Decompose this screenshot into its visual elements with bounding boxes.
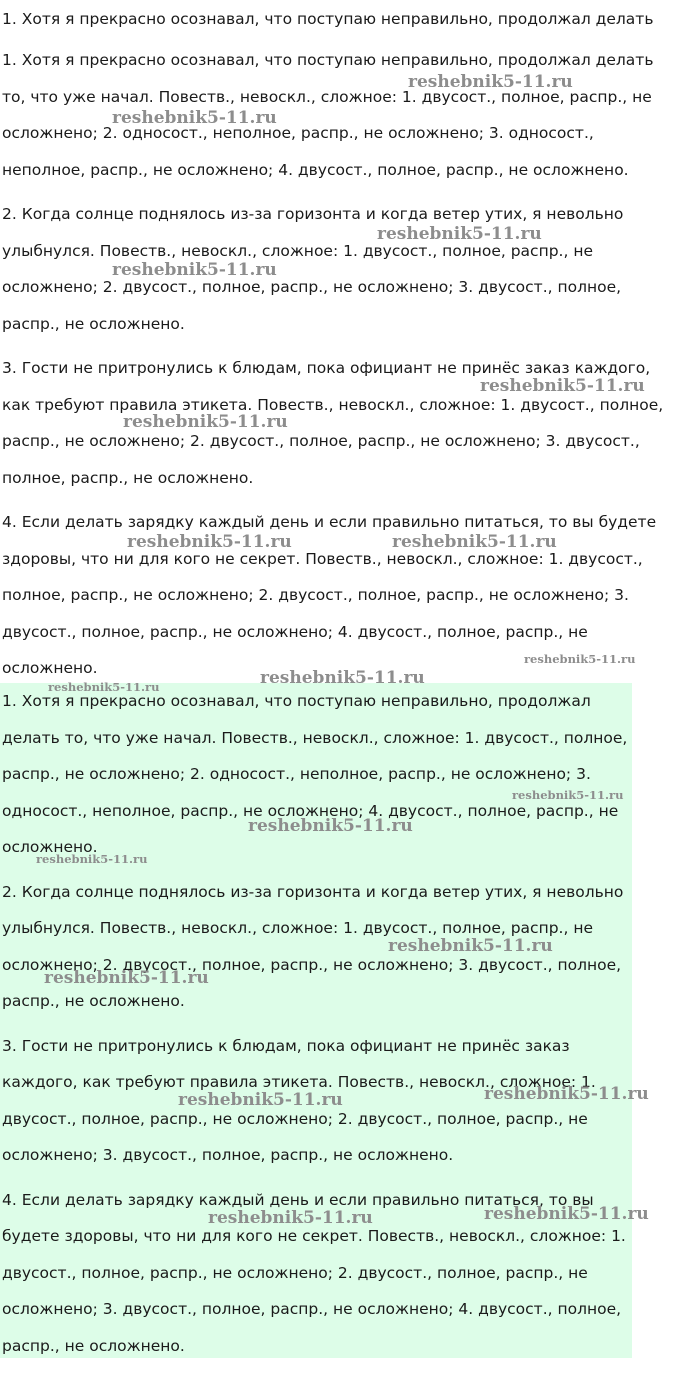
watermark: reshebnik5-11.ru — [392, 532, 557, 552]
answer-block — [0, 683, 632, 1358]
watermark: reshebnik5-11.ru — [127, 532, 292, 552]
watermark: reshebnik5-11.ru — [484, 1084, 649, 1104]
page-title: 1. Хотя я прекрасно осознавал, что поступаю неправильно, продолжал делать — [2, 10, 654, 28]
answer-sentence-2: 2. Когда солнце поднялось из-за горизонта и когда ветер утих, я невольно улыбнулся. Повеств., невоскл., сложное: 1. двусост., полное, распр., не осложнено; 2. двусост., полное, распр., не осложнено; 3. двусост., полное, распр., не осложнено. — [2, 882, 624, 1010]
watermark: reshebnik5-11.ru — [36, 852, 148, 866]
watermark: reshebnik5-11.ru — [484, 1204, 649, 1224]
sentence-1: 1. Хотя я прекрасно осознавал, что поступаю неправильно, продолжал делать то, что уже начал. Повеств., невоскл., сложное: 1. двусост., полное, распр., не осложнено; 2. односост., неполное, распр., не осложнено; 3. односост., неполное, распр., не осложнено; 4. двусост., полное, распр., не осложнено. — [2, 51, 654, 179]
watermark: reshebnik5-11.ru — [260, 668, 425, 688]
watermark: reshebnik5-11.ru — [48, 680, 160, 694]
sentence-4: 4. Если делать зарядку каждый день и если правильно питаться, то вы будете здоровы, что ни для кого не секрет. Повеств., невоскл., сложное: 1. двусост., полное, распр., не осложнено; 2. двусост., полное, распр., не осложнено; 3. двусост., полное, распр., не осложнено; 4. двусост., полное, распр., не осложнено. — [2, 513, 657, 677]
watermark: reshebnik5-11.ru — [480, 376, 645, 396]
watermark: reshebnik5-11.ru — [408, 72, 573, 92]
watermark: reshebnik5-11.ru — [44, 968, 209, 988]
watermark: reshebnik5-11.ru — [112, 108, 277, 128]
sentence-2: 2. Когда солнце поднялось из-за горизонта и когда ветер утих, я невольно улыбнулся. Повеств., невоскл., сложное: 1. двусост., полное, распр., не осложнено; 2. двусост., полное, распр., не осложнено; 3. двусост., полное, распр., не осложнено. — [2, 205, 624, 333]
watermark: reshebnik5-11.ru — [123, 412, 288, 432]
answer-sentence-3: 3. Гости не притронулись к блюдам, пока официант не принёс заказ каждого, как требуют правила этикета. Повеств., невоскл., сложное: 1. двусост., полное, распр., не осложнено; 2. двусост., полное, распр., не осложнено; 3. двусост., полное, распр., не осложнено. — [2, 1036, 596, 1164]
watermark: reshebnik5-11.ru — [208, 1208, 373, 1228]
watermark: reshebnik5-11.ru — [512, 788, 624, 802]
watermark: reshebnik5-11.ru — [524, 652, 636, 666]
watermark: reshebnik5-11.ru — [377, 224, 542, 244]
watermark: reshebnik5-11.ru — [178, 1090, 343, 1110]
answer-sentence-1: 1. Хотя я прекрасно осознавал, что поступаю неправильно, продолжал делать то, что уже начал. Повеств., невоскл., сложное: 1. двусост., полное, распр., не осложнено; 2. односост., неполное, распр., не осложнено; 3. односост., неполное, распр., не осложнено; 4. двусост., полное, распр., не осложнено. — [2, 692, 628, 856]
watermark: reshebnik5-11.ru — [112, 260, 277, 280]
sentence-3: 3. Гости не притронулись к блюдам, пока официант не принёс заказ каждого, как требуют правила этикета. Повеств., невоскл., сложное: 1. двусост., полное, распр., не осложнено; 2. двусост., полное, распр., не осложнено; 3. двусост., полное, распр., не осложнено. — [2, 359, 664, 487]
exercise-text — [2, 42, 670, 695]
answer-sentence-4: 4. Если делать зарядку каждый день и если правильно питаться, то вы будете здоровы, что ни для кого не секрет. Повеств., невоскл., сложное: 1. двусост., полное, распр., не осложнено; 2. двусост., полное, распр., не осложнено; 3. двусост., полное, распр., не осложнено; 4. двусост., полное, распр., не осложнено. — [2, 1190, 626, 1355]
watermark: reshebnik5-11.ru — [248, 816, 413, 836]
watermark: reshebnik5-11.ru — [388, 936, 553, 956]
